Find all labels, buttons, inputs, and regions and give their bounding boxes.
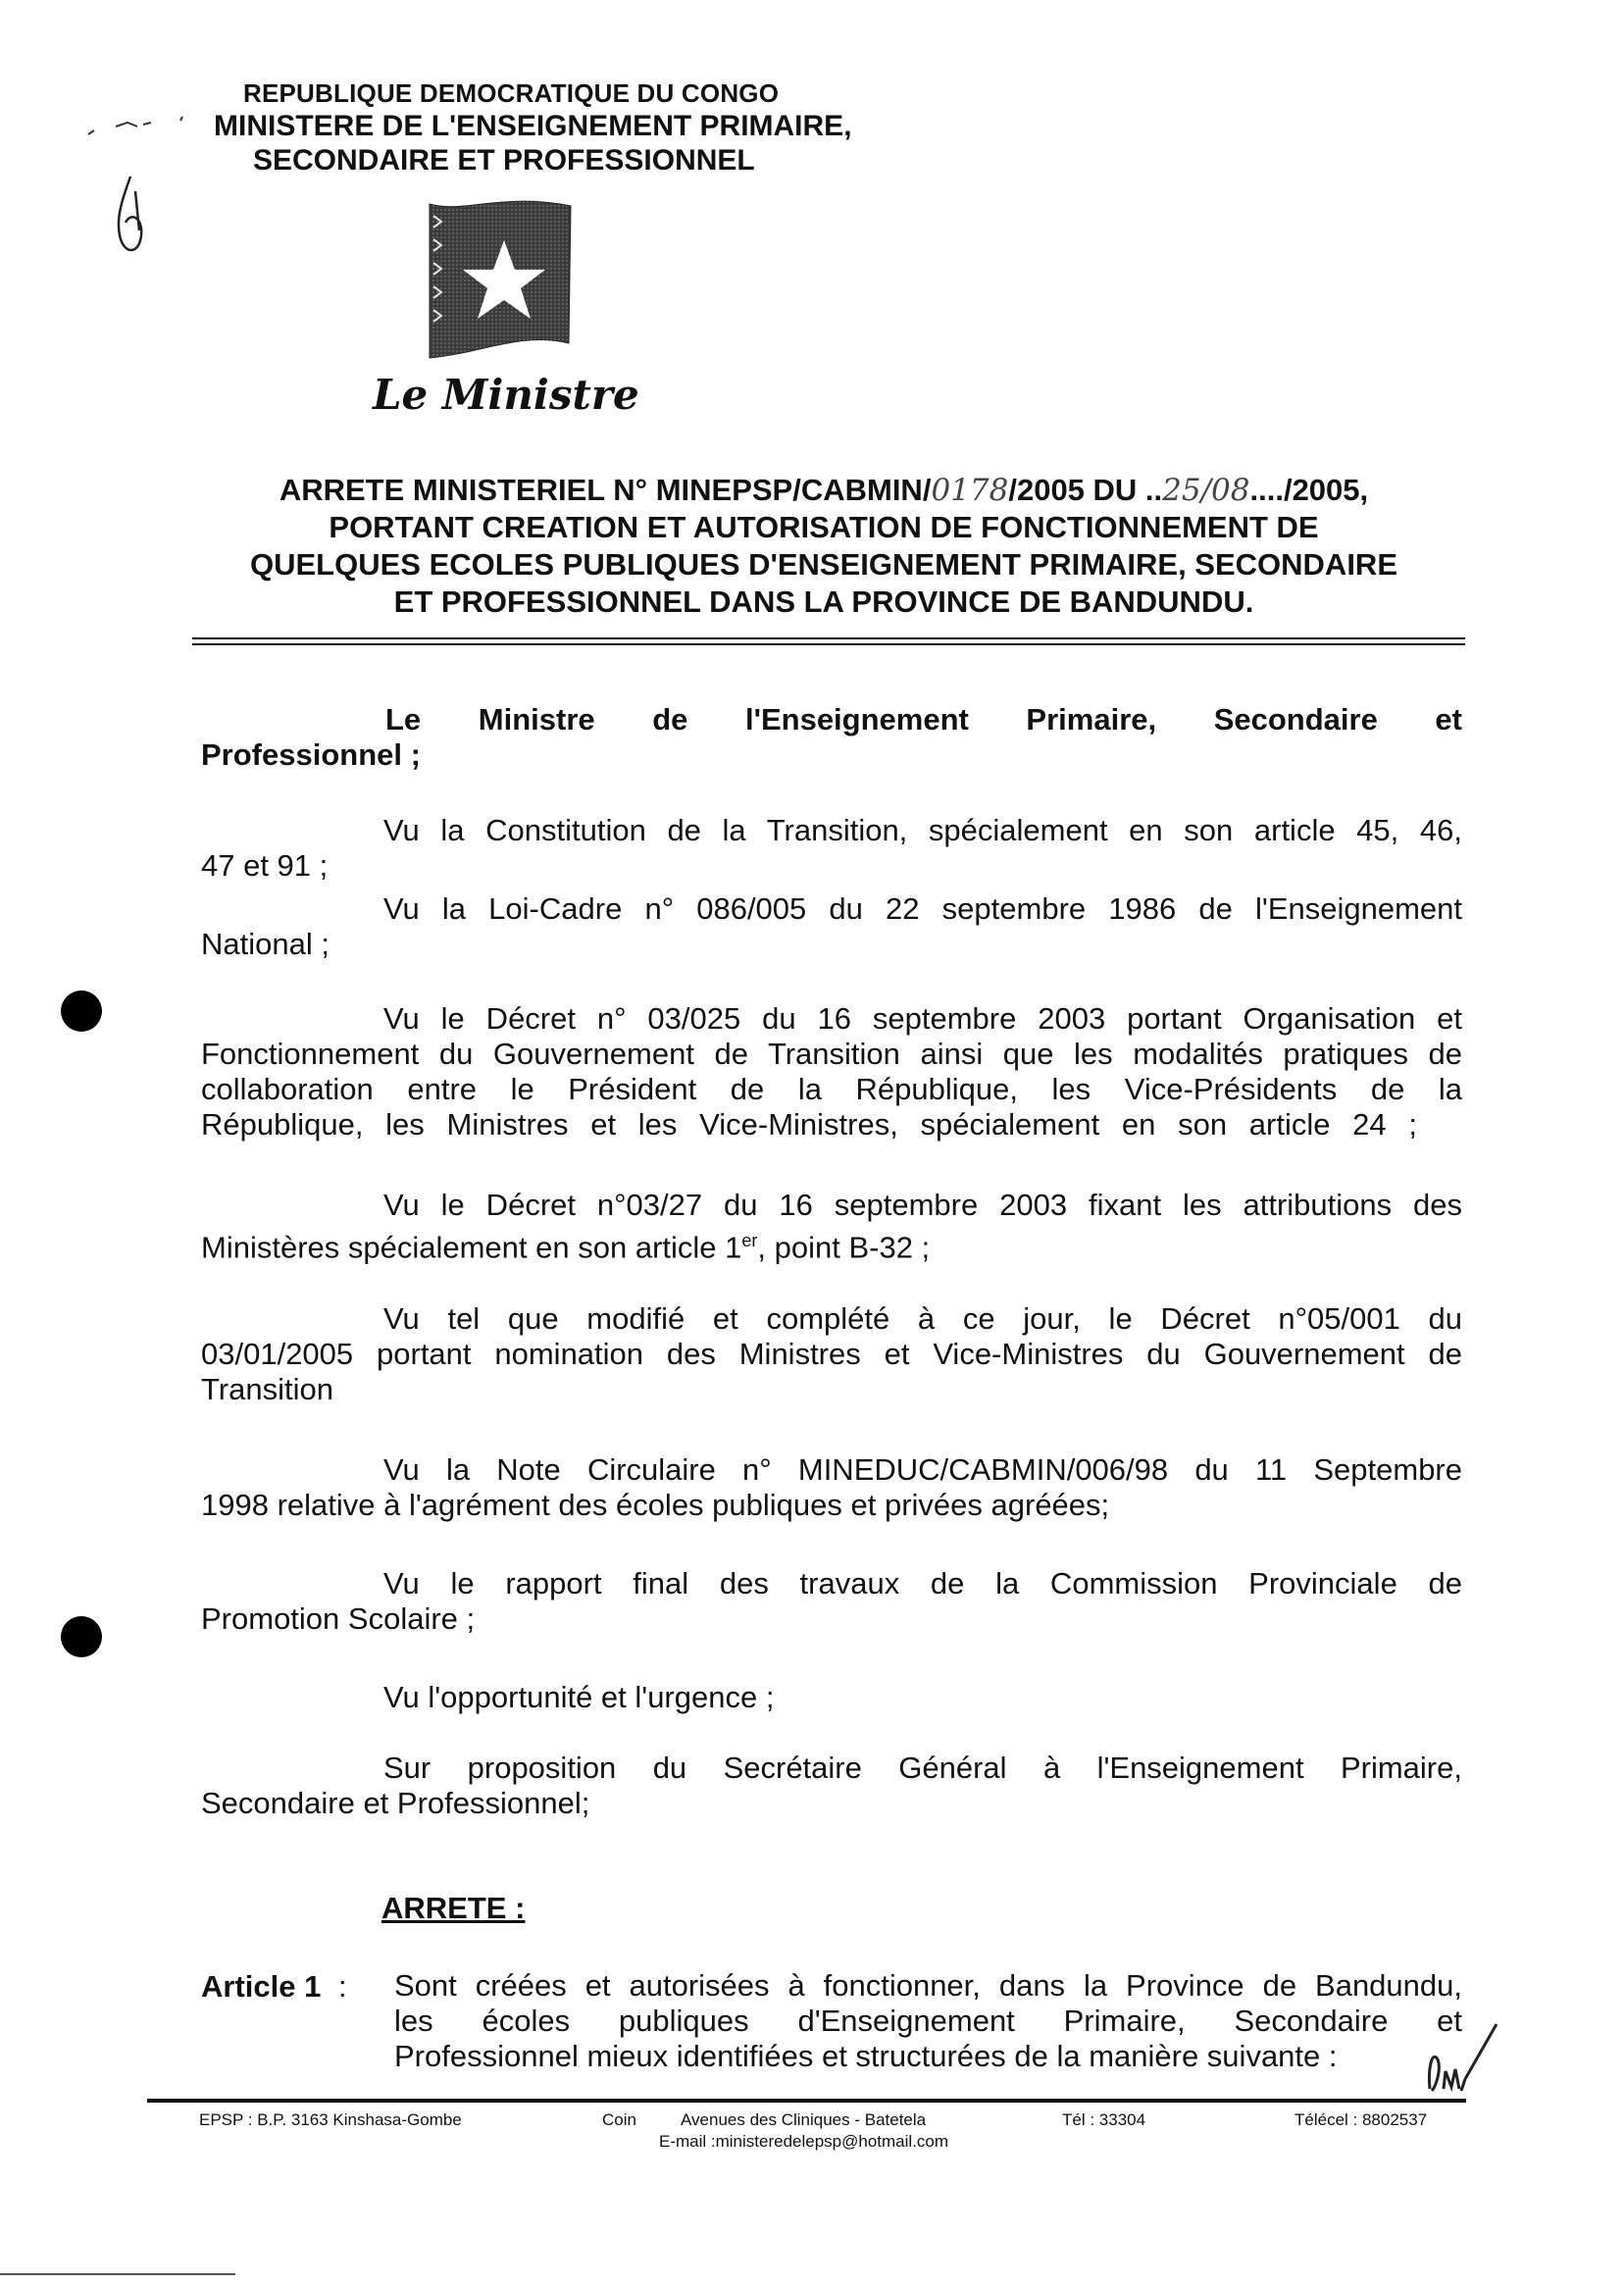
decree-title-line2: PORTANT CREATION ET AUTORISATION DE FONCTIONNEMENT DE bbox=[329, 510, 1319, 544]
article1-line2-text: les écoles publiques d'Enseignement Primaire, Secondaire et bbox=[394, 2004, 1462, 2038]
paragraph-rapport-line1 bbox=[383, 1567, 1462, 1600]
decree-title-line1 bbox=[186, 473, 1461, 508]
article1-line3: Professionnel mieux identifiées et structurées de la manière suivante : bbox=[394, 2039, 1338, 2073]
p9-line1-text: Sur proposition du Secrétaire Général à l'Enseignement Primaire, bbox=[383, 1751, 1462, 1785]
article1-line1 bbox=[394, 1969, 1462, 2003]
scan-edge-line bbox=[0, 2273, 235, 2275]
handwritten-initials-icon bbox=[1422, 2020, 1500, 2099]
title-divider-bottom bbox=[192, 643, 1465, 645]
p3-line1-text: Vu le Décret n° 03/025 du 16 septembre 2003 portant Organisation et bbox=[383, 1001, 1462, 1036]
paragraph-decret-03025-line3 bbox=[201, 1073, 1462, 1106]
p3-line3-text: collaboration entre le Président de la République, les Vice-Présidents de la bbox=[201, 1072, 1462, 1106]
country-name: REPUBLIQUE DEMOCRATIQUE DU CONGO bbox=[243, 78, 780, 108]
decree-number-handwritten: 0178 bbox=[931, 473, 1009, 508]
p1-line1-text: Vu la Constitution de la Transition, spécialement en son article 45, 46, bbox=[383, 813, 1462, 847]
p3-line4-text: République, les Ministres et les Vice-Ministres, spécialement en son article 24 ; bbox=[201, 1107, 1417, 1142]
paragraph-opportunite: Vu l'opportunité et l'urgence ; bbox=[383, 1680, 775, 1714]
p5-line2-text: 03/01/2005 portant nomination des Ministres et Vice-Ministres du Gouvernement de bbox=[201, 1337, 1462, 1371]
footer-corner: Coin bbox=[602, 2110, 636, 2129]
paragraph-decret-0327-line1 bbox=[383, 1189, 1462, 1222]
punch-hole-icon bbox=[61, 990, 102, 1032]
decree-title-suffix: ..../2005, bbox=[1249, 473, 1369, 507]
flag-star-emblem-icon bbox=[424, 196, 576, 365]
intro-line1-text: Le Ministre de l'Enseignement Primaire, Secondaire et bbox=[385, 702, 1462, 736]
title-divider-top bbox=[192, 637, 1465, 639]
minister-label: Le Ministre bbox=[373, 371, 639, 419]
footer-email: E-mail :ministeredelepsp@hotmail.com bbox=[659, 2132, 949, 2151]
paragraph-proposition-line2: Secondaire et Professionnel; bbox=[201, 1786, 590, 1820]
paragraph-rapport-line2: Promotion Scolaire ; bbox=[201, 1601, 476, 1636]
decree-title-line3: QUELQUES ECOLES PUBLIQUES D'ENSEIGNEMENT PRIMAIRE, SECONDAIRE bbox=[249, 547, 1397, 582]
p6-line1-text: Vu la Note Circulaire n° MINEDUC/CABMIN/006/98 du 11 Septembre bbox=[383, 1452, 1462, 1487]
p4-line1-text: Vu le Décret n°03/27 du 16 septembre 2003 fixant les attributions des bbox=[383, 1188, 1462, 1222]
p2-line1-text: Vu la Loi-Cadre n° 086/005 du 22 septembre 1986 de l'Enseignement bbox=[383, 891, 1462, 926]
paragraph-decret-0327-line2 bbox=[201, 1224, 930, 1264]
intro-line1 bbox=[385, 702, 1462, 737]
p5-line1-text: Vu tel que modifié et complété à ce jour, le Décret n°05/001 du bbox=[383, 1301, 1462, 1336]
p3-line2-text: Fonctionnement du Gouvernement de Transition ainsi que les modalités pratiques de bbox=[201, 1037, 1462, 1071]
decree-title-mid: /2005 DU .. bbox=[1008, 473, 1163, 507]
p4-line2-superscript: er bbox=[741, 1231, 758, 1250]
paragraph-decret-05001-line2 bbox=[201, 1338, 1462, 1371]
p4-line2-text-a: Ministères spécialement en son article 1 bbox=[201, 1230, 742, 1265]
intro-line2: Professionnel ; bbox=[201, 737, 421, 772]
paragraph-decret-03025-line4 bbox=[201, 1108, 1417, 1142]
p7-line1-text: Vu le rapport final des travaux de la Commission Provinciale de bbox=[383, 1566, 1462, 1600]
paragraph-decret-03025-line2 bbox=[201, 1038, 1462, 1071]
arrete-heading: ARRETE : bbox=[381, 1891, 526, 1925]
paragraph-loi-cadre-line1 bbox=[383, 892, 1462, 926]
punch-hole-icon bbox=[61, 1616, 102, 1657]
paragraph-note-circulaire-line2: 1998 relative à l'agrément des écoles publiques et privées agréées; bbox=[201, 1488, 1110, 1522]
footer-avenues: Avenues des Cliniques - Batetela bbox=[681, 2110, 927, 2129]
paragraph-decret-05001-line3: Transition bbox=[201, 1372, 333, 1406]
article1-label: Article 1 bbox=[201, 1969, 322, 2004]
article1-colon: : bbox=[338, 1969, 347, 2004]
handwritten-initial-icon bbox=[106, 172, 155, 265]
paragraph-decret-05001-line1 bbox=[383, 1302, 1462, 1336]
ministry-name-line2: SECONDAIRE ET PROFESSIONNEL bbox=[253, 144, 755, 177]
decree-date-handwritten: 25/08 bbox=[1162, 473, 1250, 508]
footer-telecel: Télécel : 8802537 bbox=[1294, 2110, 1428, 2129]
paragraph-proposition-line1 bbox=[383, 1752, 1462, 1785]
footer-divider bbox=[147, 2099, 1466, 2103]
article1-line2 bbox=[394, 2005, 1462, 2038]
decree-title-prefix: ARRETE MINISTERIEL N° MINEPSP/CABMIN/ bbox=[279, 473, 932, 507]
ministry-name-line1: MINISTERE DE L'ENSEIGNEMENT PRIMAIRE, bbox=[214, 110, 852, 142]
p4-line2-text-b: , point B-32 ; bbox=[757, 1230, 931, 1265]
footer-tel: Tél : 33304 bbox=[1062, 2110, 1146, 2129]
paragraph-constitution-line2: 47 et 91 ; bbox=[201, 848, 329, 883]
paragraph-loi-cadre-line2: National ; bbox=[201, 927, 330, 961]
paragraph-constitution-line1 bbox=[383, 814, 1462, 847]
paragraph-decret-03025-line1 bbox=[383, 1002, 1462, 1036]
decree-title-line4: ET PROFESSIONNEL DANS LA PROVINCE DE BANDUNDU. bbox=[393, 584, 1254, 619]
footer-address: EPSP : B.P. 3163 Kinshasa-Gombe bbox=[199, 2110, 462, 2129]
article1-line1-text: Sont créées et autorisées à fonctionner, dans la Province de Bandundu, bbox=[394, 1968, 1462, 2003]
scribble-mark-icon bbox=[86, 113, 194, 142]
paragraph-note-circulaire-line1 bbox=[383, 1453, 1462, 1487]
